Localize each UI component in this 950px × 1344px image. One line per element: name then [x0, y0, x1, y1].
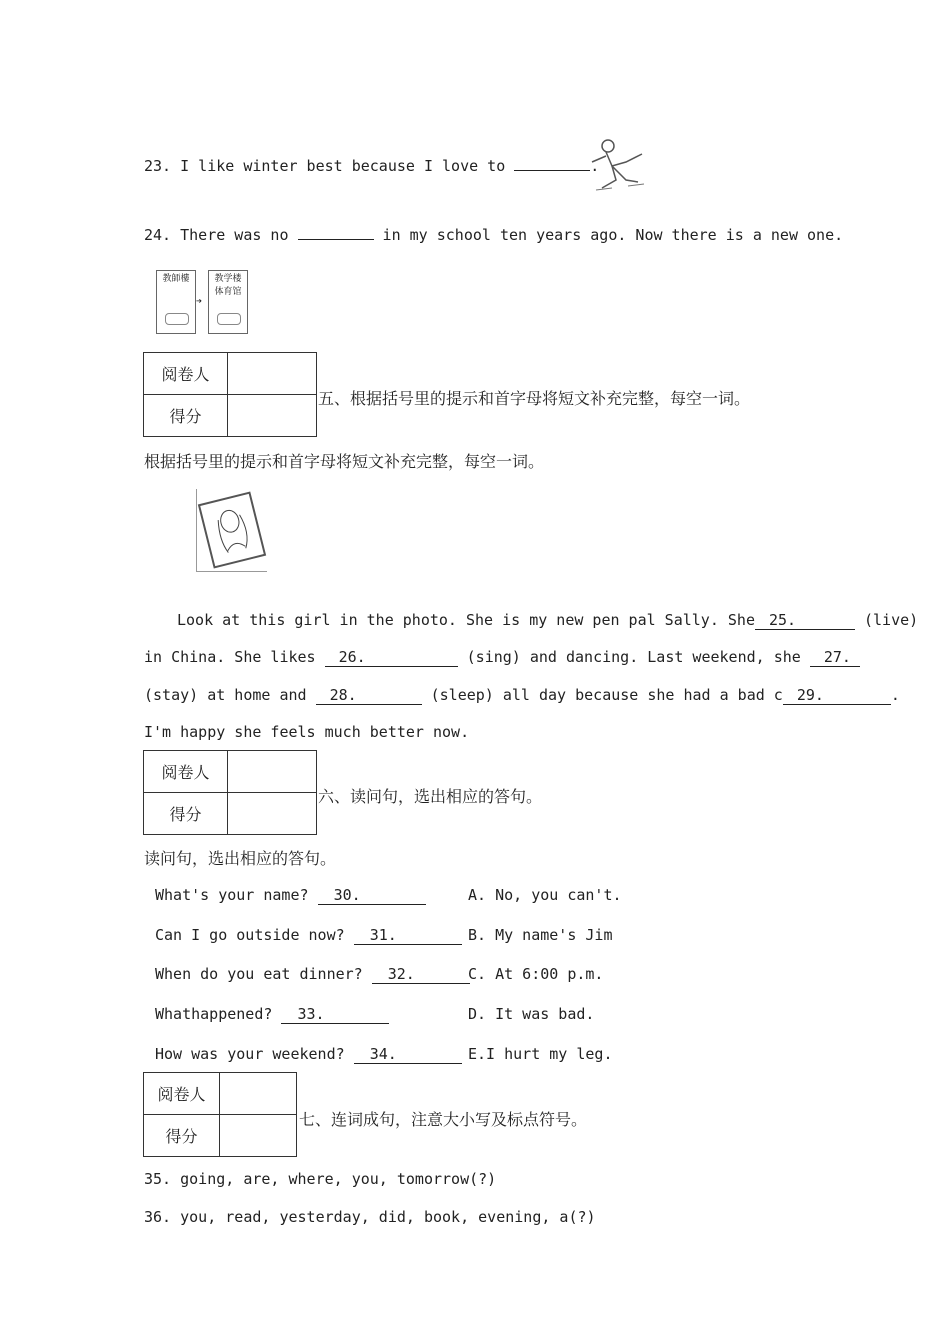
score-table-7 [143, 1072, 297, 1157]
question-24: 24. There was no in my school ten years ago. Now there is a new one. [144, 226, 844, 244]
match-answer-e: E.I hurt my leg. [468, 1045, 613, 1063]
reviewer-cell[interactable] [220, 1073, 297, 1115]
match-question-32: When do you eat dinner? 32. [155, 965, 470, 984]
section-6-instruction: 读问句，选出相应的答句。 [144, 849, 337, 868]
answer-blank-27[interactable]: 27. [810, 648, 860, 667]
match-question-31: Can I go outside now? 31. [155, 926, 462, 945]
answer-blank-29[interactable]: 29. [783, 686, 891, 705]
answer-blank-33[interactable]: 33. [281, 1005, 389, 1024]
girl-icon [207, 499, 256, 559]
match-answer-d: D. It was bad. [468, 1005, 595, 1023]
match-answer-b: B. My name's Jim [468, 926, 613, 944]
match-question-34: How was your weekend? 34. [155, 1045, 462, 1064]
answer-blank-25[interactable]: 25. [755, 611, 855, 630]
score-cell[interactable] [220, 1115, 297, 1157]
answer-blank-30[interactable]: 30. [318, 886, 426, 905]
answer-blank-32[interactable]: 32. [372, 965, 470, 984]
section-6-title: 六、读问句，选出相应的答句。 [318, 787, 543, 806]
girl-photo [196, 489, 267, 572]
answer-blank-34[interactable]: 34. [354, 1045, 462, 1064]
new-building: 教学楼 体育馆 [208, 270, 248, 334]
answer-blank-23[interactable] [514, 170, 590, 171]
answer-blank-31[interactable]: 31. [354, 926, 462, 945]
passage-line-4: I'm happy she feels much better now. [144, 723, 470, 741]
match-question-33: Whathappened? 33. [155, 1005, 389, 1024]
score-cell[interactable] [228, 395, 317, 437]
answer-blank-24[interactable] [298, 239, 374, 240]
match-answer-a: A. No, you can't. [468, 886, 622, 904]
question-35: 35. going, are, where, you, tomorrow(?) [144, 1170, 497, 1188]
section-7-title: 七、连词成句，注意大小写及标点符号。 [299, 1110, 588, 1129]
photo-frame [198, 491, 266, 568]
building-image [156, 270, 246, 336]
answer-blank-28[interactable]: 28. [316, 686, 422, 705]
old-building: 教師樓 [156, 270, 196, 334]
reviewer-cell[interactable] [228, 353, 317, 395]
section-5-instruction: 根据括号里的提示和首字母将短文补充完整，每空一词。 [144, 452, 545, 471]
score-label: 得分 [144, 395, 228, 437]
reviewer-label: 阅卷人 [144, 1073, 220, 1115]
score-label: 得分 [144, 793, 228, 835]
score-table-5 [143, 352, 317, 437]
answer-blank-26[interactable]: 26. [325, 648, 458, 667]
reviewer-label: 阅卷人 [144, 751, 228, 793]
match-question-30: What's your name? 30. [155, 886, 426, 905]
passage-line-3: (stay) at home and 28. (sleep) all day because she had a bad c 29. . [144, 686, 900, 704]
question-23: 23. I like winter best because I love to . [144, 157, 600, 175]
score-cell[interactable] [228, 793, 317, 835]
score-table-6 [143, 750, 317, 835]
match-answer-c: C. At 6:00 p.m. [468, 965, 604, 983]
arrow-icon: ➔ [196, 296, 203, 307]
score-label: 得分 [144, 1115, 220, 1157]
passage-line-2: in China. She likes 26. (sing) and dancing. Last weekend, she 27. [144, 648, 860, 667]
question-36: 36. you, read, yesterday, did, book, evening, a(?) [144, 1208, 596, 1226]
reviewer-label: 阅卷人 [144, 353, 228, 395]
section-5-title: 五、根据括号里的提示和首字母将短文补充完整，每空一词。 [318, 389, 751, 408]
reviewer-cell[interactable] [228, 751, 317, 793]
passage-line-1: Look at this girl in the photo. She is my new pen pal Sally. She 25. (live) [177, 611, 919, 629]
skater-image [582, 136, 648, 194]
